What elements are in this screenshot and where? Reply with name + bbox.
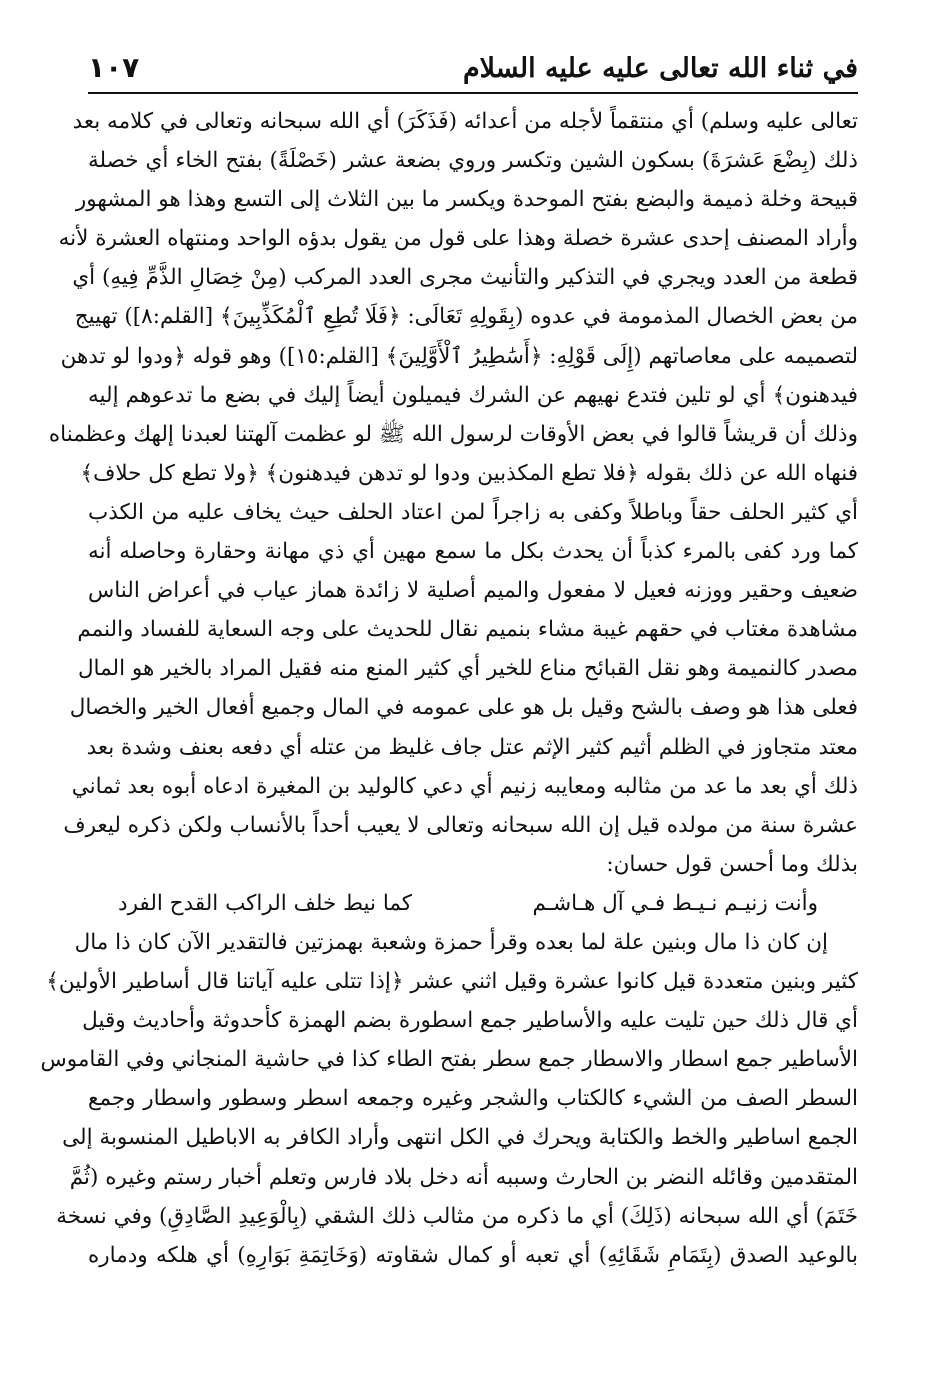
text-line: فنهاه الله عن ذلك بقوله ﴿فلا تطع المكذبين ودوا لو تدهن فيدهنون﴾ ﴿ولا تطع كل حلاف﴾ [80,460,858,486]
verse-second-hemistich: كما نيط خلف الراكب القدح الفرد [118,890,413,916]
text-line: من بعض الخصال المذمومة في عدوه (بِقَولِهِ تَعَالَى: ﴿فَلَا تُطِعِ ٱلْمُكَذِّبِينَ﴾ [القلم:٨]) تهييج [74,304,858,330]
text-line: مصدر كالنميمة وهو نقل القبائح مناع للخير أي كثير المنع منه فقيل المراد بالخير هو المال [77,656,858,682]
text-line: بالوعيد الصدق (بِتَمَامِ شَقَائِهِ) أي تعبه أو كمال شقاوته (وَخَاتِمَةِ بَوَارِهِ) أي هلكه ودماره [88,1242,858,1268]
text-line: ضعيف وحقير ووزنه فعيل لا مفعول والميم أصلية لا زائدة هماز عياب في أعراض الناس [88,578,858,604]
text-line: ذلك أي بعد ما عد من مثالبه ومعايبه زنيم أي دعي كالوليد بن المغيرة ادعاه أبوه بعد ثماني [71,773,858,799]
text-line: السطر الصف من الشيء كالكتاب والشجر وغيره وجمعه اسطر وسطور واسطار وجمع [88,1086,858,1112]
text-line: فعلى هذا هو وصف بالشح وقيل بل هو على عمومه في المال وجميع أفعال الخير والخصال [69,695,858,721]
page-number: ١٠٧ [88,51,140,84]
main-text [40,102,858,1275]
text-line: وذلك أن قريشاً قالوا في بعض الأوقات لرسول الله ﷺ لو عظمت آلهتنا لعبدنا إلهك وعظمناه [48,421,858,447]
text-line: مشاهدة مغتاب في حقهم غيبة مشاء بنميم نقال للحديث على وجه السعاية للفساد والنمم [77,617,858,643]
text-line: بذلك وما أحسن قول حسان: [606,851,858,877]
text-line: خَتَمَ) أي الله سبحانه (ذَلِكَ) أي ما ذكره من مثالب ذلك الشقي (بِالْوَعِيدِ الصَّادِقِ) وفي نسخة [56,1203,858,1229]
text-line: كثير وبنين متعددة قيل كانوا عشرة وقيل اثني عشر ﴿إذا تتلى عليه آياتنا قال أساطير الأولين﴾ [46,969,858,995]
text-line: أي كثير الحلف حقاً وباطلاً وكفى به زاجراً لمن اعتاد الحلف حيث يخاف عليه من الكذب [88,499,858,525]
poetry-verse [88,884,858,923]
text-line: أي قال ذلك حين تليت عليه والأساطير جمع اسطورة بضم الهمزة كأحدوثة وأحاديث وقيل [82,1008,858,1034]
running-title: في ثناء الله تعالى عليه عليه السلام [462,53,858,84]
page-header [88,40,858,84]
text-line: وأراد المصنف إحدى عشرة خصلة وهذا على قول من يقول بدؤه الواحد ومنتهاه العشرة لأنه [58,226,858,252]
verse-first-hemistich: وأنت زنيـم نـيـط فـي آل هـاشـم [532,890,818,916]
text-line: قبيحة وخلة ذميمة والبضع بفتح الموحدة ويكسر ما بين الثلاث إلى التسع وهذا هو المشهور [75,187,858,213]
text-line: معتد متجاوز في الظلم أثيم كثير الإثم عتل جاف غليظ من عتله أي دفعه بعنف وشدة بعد [86,734,858,760]
text-line: عشرة سنة من مولده قيل إن الله سبحانه وتعالى لا يعيب أحداً بالأنساب ولكن ذكره ليعرف [63,812,858,838]
text-line: ذلك (بِضْعَ عَشرَةَ) بسكون الشين وتكسر وروي بضعة عشر (خَصْلَةً) بفتح الخاء أي خصلة [88,148,858,174]
text-line: فيدهنون﴾ أي لو تلين فتدع نهيهم عن الشرك فيميلون أيضاً إليك في بضع ما تدعوهم إليه [88,382,858,408]
text-line: إن كان ذا مال وبنين علة لما بعده وقرأ حمزة وشعبة بهمزتين فالتقدير الآن كان ذا مال [74,929,828,955]
text-line: كما ورد كفى بالمرء كذباً أن يحدث بكل ما سمع مهين أي ذي مهانة وحقارة وحاصله أنه [88,539,858,565]
text-line: الجمع اساطير والخط والكتابة ويحرك في الكل انتهى وأراد الكافر به الاباطيل المنسوبة إلى [62,1125,858,1151]
text-line: قطعة من العدد ويجري في التذكير والتأنيث مجرى العدد المركب (مِنْ خِصَالِ الذَّمِّ فِيهِ) أي [72,265,858,291]
text-line: تعالى عليه وسلم) أي منتقماً لأجله من أعدائه (فَذَكَرَ) أي الله سبحانه وتعالى في كلامه بعد [72,109,858,134]
text-line: الأساطير جمع اسطار والاسطار جمع سطر بفتح الطاء كذا في حاشية المنجاني وفي القاموس [40,1047,858,1073]
text-line: لتصميمه على معاصاتهم (إِلَى قَوْلِهِ: ﴿أَسَٰطِيرُ ٱلْأَوَّلِينَ﴾ [القلم:١٥]) وهو قوله ﴿ودوا لو تدهن [60,343,858,369]
header-divider [88,92,858,94]
text-line: المتقدمين وقائله النضر بن الحارث وسببه أنه دخل بلاد فارس وتعلم أخبار رستم وغيره (ثُمَّ [69,1164,858,1190]
